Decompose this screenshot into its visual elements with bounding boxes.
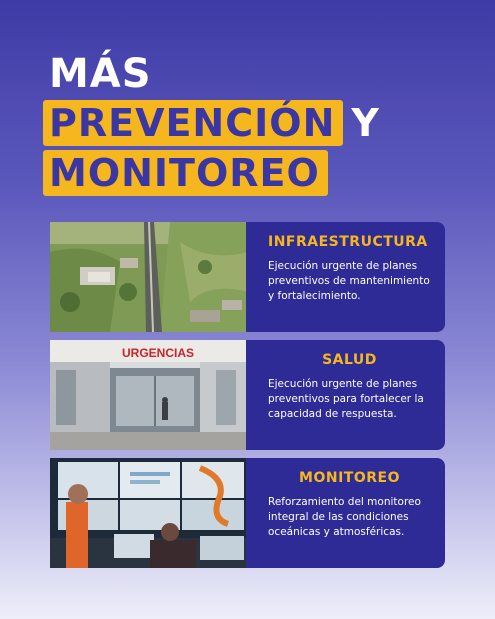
card-description: Ejecución urgente de planes preventivos para fortalecer la capacidad de respuesta.: [268, 378, 424, 420]
hospital-entrance-photo: [50, 340, 248, 450]
headline-row-2: [43, 100, 463, 146]
card-description: Reforzamiento del monitoreo integral de las condiciones oceánicas y atmosféricas.: [268, 496, 421, 538]
card-infraestructura: [50, 222, 445, 332]
card-title: SALUD: [322, 352, 377, 368]
headline-line-1: MÁS: [49, 51, 152, 97]
aerial-road-photo: [50, 222, 248, 332]
card-panel: [246, 340, 445, 450]
card-description: Ejecución urgente de planes preventivos de mantenimiento y fortalecimiento.: [268, 260, 430, 302]
headline-line-3: MONITOREO: [43, 150, 328, 196]
card-panel: [246, 458, 445, 568]
card-title: INFRAESTRUCTURA: [268, 234, 428, 250]
card-salud: [50, 340, 445, 450]
headline-conjunction: Y: [351, 101, 380, 145]
headline: [43, 51, 463, 196]
monitoring-room-photo: [50, 458, 248, 568]
urgencias-sign: URGENCIAS: [122, 346, 195, 360]
card-panel: [246, 222, 445, 332]
card-title: MONITOREO: [299, 470, 400, 486]
headline-row-3: [43, 150, 463, 196]
headline-line-2: PREVENCIÓN: [43, 100, 343, 146]
card-monitoreo: [50, 458, 445, 568]
